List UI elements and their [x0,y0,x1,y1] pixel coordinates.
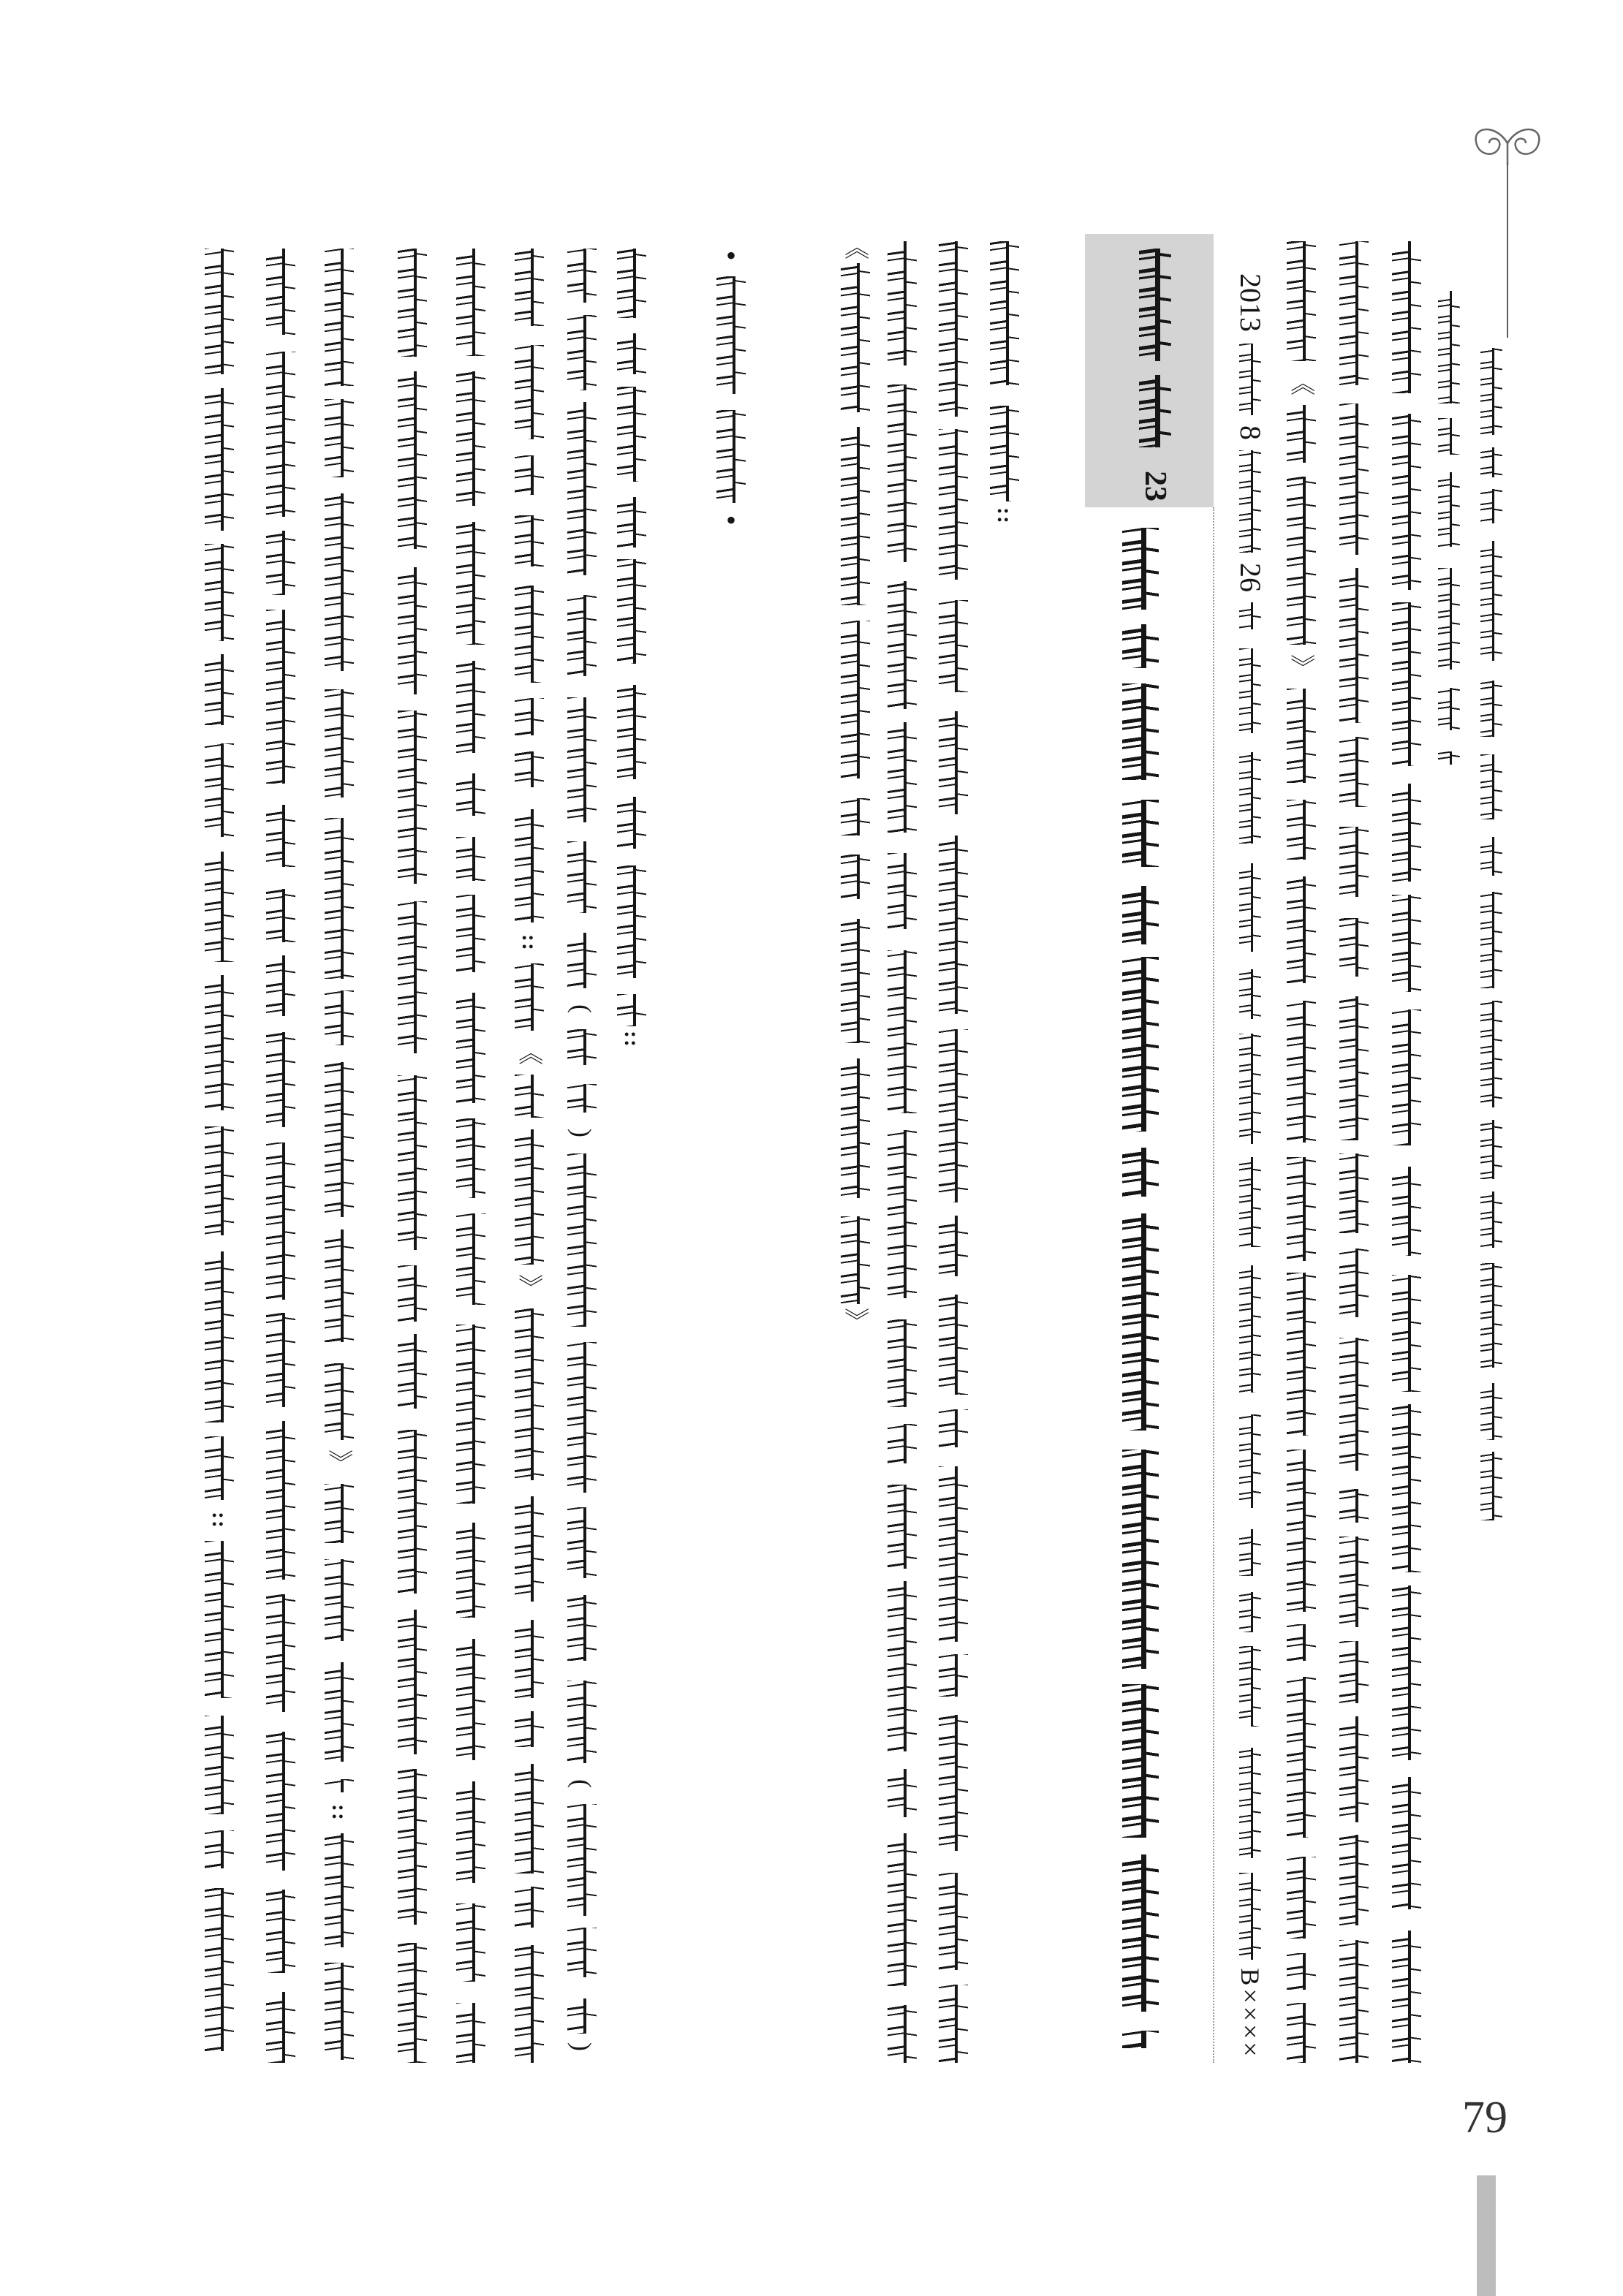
mongolian-text-segment [567,315,597,390]
mongolian-text-segment [841,919,870,1043]
mongolian-text-segment [456,249,485,356]
bullet: • [725,504,737,537]
mongolian-text-segment [1438,568,1460,670]
mongolian-text-segment [1287,1450,1316,1613]
page-number: 79 [1462,2093,1507,2142]
mongolian-text-segment [888,1485,917,1569]
full-stop-mark: :: [993,507,1017,525]
mongolian-text-segment [1480,892,1502,988]
mongolian-text-segment [1239,648,1261,734]
mongolian-text-segment [888,581,917,708]
mongolian-text-segment [1339,1641,1369,1703]
bullet: • [725,239,737,272]
mongolian-text-segment [1480,489,1502,523]
header-rule [1507,162,1508,338]
mongolian-text-segment [456,1325,485,1504]
mongolian-text-segment [205,1436,234,1500]
mongolian-text-segment [1239,752,1261,844]
mongolian-text-segment [398,1430,427,1594]
open-quote-mark: 《 [841,235,870,259]
mongolian-text-segment [567,1804,597,1916]
mongolian-text-segment [1438,751,1460,765]
mongolian-text-segment [205,1126,234,1236]
mongolian-text-segment [266,1421,295,1579]
mongolian-text-segment [841,798,870,836]
mongolian-text-segment [939,600,968,692]
mongolian-text-segment [325,990,354,1045]
mongolian-text-segment [1122,957,1159,1132]
mongolian-text-segment [515,1129,544,1265]
mongolian-text-segment [205,654,234,725]
mongolian-text-segment [716,276,746,394]
mongolian-text-segment [939,1029,968,1202]
mongolian-text-segment [1339,1716,1369,1822]
mongolian-text-segment [1339,737,1369,807]
mongolian-text-segment [1392,1585,1421,1760]
mongolian-text-segment [567,1681,597,1763]
mongolian-text-segment [515,963,544,1031]
mongolian-text-segment [888,1581,917,1751]
mongolian-text-segment [205,1251,234,1422]
mongolian-text-segment [515,1711,544,1747]
mongolian-text-segment [1339,403,1369,556]
mongolian-text-segment [1239,1157,1261,1247]
mongolian-text-segment [1287,1273,1316,1436]
mongolian-text-segment [1239,1529,1261,1576]
mongolian-text-segment [1287,876,1316,983]
mongolian-text-segment [617,559,646,664]
mongolian-text-segment [1239,1265,1261,1393]
mongolian-text-segment [617,333,646,374]
mongolian-text-segment [456,1903,485,1982]
close-paren: ) [567,1129,597,1137]
mongolian-text-segment [515,1764,544,1873]
mongolian-text-segment [1480,1191,1502,1248]
mongolian-text-segment [325,1662,354,1762]
mongolian-text-segment [398,567,427,694]
mongolian-text-segment [567,933,597,988]
mongolian-text-segment [1239,602,1261,629]
mongolian-text-segment [1122,624,1159,668]
mongolian-text-segment [1480,1120,1502,1179]
open-paren: ( [567,1779,597,1788]
mongolian-text-segment [939,1873,968,1969]
mongolian-text-segment [205,1541,234,1698]
mongolian-text-segment [325,689,354,797]
mongolian-text-segment [325,1779,354,1792]
mongolian-text-segment [1480,1001,1502,1107]
close-quote-mark: 》 [1287,654,1316,679]
mongolian-text-segment [515,751,544,787]
full-stop-mark: :: [620,1031,644,1048]
mongolian-text-segment [1392,1009,1421,1145]
mongolian-text-segment [617,249,646,318]
mongolian-text-segment [205,1888,234,2051]
mongolian-text-segment [515,1945,544,2063]
mongolian-text-segment [617,797,646,849]
mongolian-text-segment [567,1342,597,1493]
mongolian-text-segment [1392,1275,1421,1392]
full-stop-mark: :: [518,934,542,952]
date-day: 26 [1234,563,1267,592]
open-quote-mark: 《 [1287,371,1316,395]
mongolian-text-segment [515,1496,544,1602]
mongolian-text-segment [1122,528,1159,610]
mongolian-text-segment [266,1992,295,2063]
mongolian-text-segment [398,1943,427,2063]
mongolian-text-segment [1287,405,1316,463]
mongolian-text-segment [1480,681,1502,737]
mongolian-text-segment [567,595,597,676]
mongolian-text-segment [939,711,968,814]
mongolian-text-segment [1392,895,1421,992]
mongolian-text-segment [1122,886,1159,944]
mongolian-text-segment [1122,1684,1159,1837]
mongolian-text-segment [1239,969,1261,1019]
mongolian-text-segment [939,836,968,1014]
mongolian-text-segment [266,889,295,942]
mongolian-text-segment [888,1130,917,1298]
mongolian-text-segment [1339,918,1369,977]
mongolian-text-segment [617,497,646,548]
mongolian-text-segment [398,1769,427,1925]
lesson-number: 23 [1138,471,1172,501]
mongolian-text-segment [567,1928,597,1977]
mongolian-text-segment [939,1216,968,1276]
mongolian-text-segment [888,241,917,365]
mongolian-text-segment [515,249,544,326]
mongolian-text-segment [398,371,427,549]
mongolian-text-segment [456,1213,485,1305]
mongolian-text-segment [567,697,597,822]
mongolian-text-segment [939,1295,968,1395]
mongolian-text-segment [456,1118,485,1198]
mongolian-text-segment [567,1507,597,1578]
ornament-icon [1467,121,1548,165]
mongolian-text-segment [456,522,485,645]
page-edge-bar [1477,2175,1496,2296]
mongolian-text-segment [205,1716,234,1815]
mongolian-text-segment [1122,1213,1159,1431]
mongolian-text-segment [1480,754,1502,819]
mongolian-text-segment [1480,348,1502,435]
full-stop-mark: :: [208,1512,232,1529]
mongolian-text-segment [456,2003,485,2063]
dotted-divider [1213,507,1214,2063]
mongolian-text-segment [1287,1157,1316,1262]
mongolian-text-segment [1287,1953,1316,1990]
mongolian-text-segment [456,895,485,971]
mongolian-text-segment [1287,1001,1316,1143]
mongolian-text-segment [1339,568,1369,723]
mongolian-text-segment [1480,837,1502,875]
mongolian-text-segment [1339,1940,1369,2063]
mongolian-text-segment [841,1216,870,1304]
mongolian-text-segment [841,855,870,899]
mongolian-text-segment [456,371,485,506]
open-quote-mark: 《 [515,1040,544,1065]
mongolian-text-segment [567,249,597,303]
mongolian-text-segment [515,455,544,495]
mongolian-text-segment [1287,241,1316,361]
mongolian-text-segment [1287,1624,1316,1661]
document-code: B×××× [1236,1968,1265,2060]
mongolian-text-segment [567,1029,597,1065]
mongolian-text-segment [1339,996,1369,1140]
mongolian-text-segment [515,1887,544,1928]
mongolian-text-segment [841,263,870,412]
mongolian-text-segment [325,1559,354,1642]
mongolian-text-segment [567,1998,597,2034]
date-month: 8 [1234,425,1267,440]
mongolian-text-segment [1122,1854,1159,2012]
mongolian-text-segment [266,1313,295,1406]
mongolian-text-segment [1122,2031,1159,2048]
mongolian-text-segment [266,955,295,1016]
mongolian-text-segment [939,241,968,417]
mongolian-text-segment [266,249,295,335]
mongolian-text-segment [1239,1748,1261,1858]
mongolian-text-segment [325,399,354,478]
mongolian-text-segment [1239,450,1261,553]
mongolian-text-segment [456,1523,485,1618]
mongolian-text-segment [841,427,870,605]
mongolian-text-segment [1438,472,1460,547]
mongolian-text-segment [1239,344,1261,415]
mongolian-text-segment [1239,1873,1261,1960]
mongolian-text-segment [205,852,234,962]
mongolian-text-segment [1392,414,1421,589]
mongolian-text-segment [456,1781,485,1883]
mongolian-text-segment [1480,541,1502,661]
mongolian-text-segment [1287,1857,1316,1939]
close-quote-mark: 》 [325,1450,354,1474]
mongolian-text-segment [325,1230,354,1342]
mongolian-text-segment [325,1062,354,1217]
mongolian-text-segment [1480,1383,1502,1440]
mongolian-text-segment [888,384,917,562]
mongolian-text-segment [888,950,917,1113]
mongolian-text-segment [266,610,295,784]
mongolian-text-segment [888,853,917,928]
mongolian-text-segment [617,865,646,978]
mongolian-text-segment [266,352,295,518]
mongolian-text-segment [1438,418,1460,455]
mongolian-text-segment [266,1594,295,1712]
close-quote-mark: 》 [515,1274,544,1299]
mongolian-text-segment [1392,1404,1421,1572]
mongolian-text-segment [939,1715,968,1851]
mongolian-text-segment [1392,1777,1421,1909]
mongolian-text-segment [716,410,746,503]
mongolian-text-segment [567,1084,597,1113]
mongolian-text-segment [398,901,427,1053]
mongolian-text-segment [266,1732,295,1871]
mongolian-text-segment [1339,1338,1369,1471]
mongolian-text-segment [205,249,234,374]
mongolian-text-segment [1239,1034,1261,1144]
mongolian-text-segment [398,711,427,884]
close-paren: ) [567,2042,597,2051]
mongolian-text-segment [325,818,354,979]
mongolian-text-segment [888,1424,917,1463]
mongolian-text-segment [1287,477,1316,645]
mongolian-text-segment [567,1153,597,1327]
mongolian-text-segment [617,387,646,482]
mongolian-text-segment [1239,863,1261,951]
mongolian-text-segment [205,975,234,1110]
mongolian-text-segment [1480,1452,1502,1520]
mongolian-text-segment [515,1308,544,1480]
mongolian-text-segment [1239,1592,1261,1632]
mongolian-text-segment [888,1319,917,1407]
mongolian-text-segment [1339,1489,1369,1523]
mongolian-text-segment [1339,1835,1369,1925]
mongolian-text-segment [456,773,485,816]
mongolian-text-segment [1438,688,1460,730]
mongolian-text-segment [567,841,597,912]
mongolian-text-segment [888,1833,917,1986]
mongolian-text-segment [266,1890,295,1973]
mongolian-text-segment [325,1833,354,1947]
mongolian-text-segment [567,402,597,576]
mongolian-text-segment [456,837,485,882]
mongolian-text-segment [841,621,870,778]
mongolian-text-segment [888,722,917,833]
mongolian-text-segment [515,1620,544,1699]
mongolian-text-segment [515,809,544,922]
mongolian-text-segment [1392,241,1421,393]
mongolian-text-segment [1287,1677,1316,1838]
mongolian-text-segment [1287,2003,1316,2063]
mongolian-text-segment [1122,1450,1159,1669]
mongolian-text-segment [1287,800,1316,860]
mongolian-text-segment [266,531,295,594]
mongolian-text-segment [325,1484,354,1543]
mongolian-text-segment [1392,1167,1421,1256]
mongolian-text-segment [939,1466,968,1642]
mongolian-text-segment [456,1639,485,1760]
mongolian-text-segment [841,1058,870,1197]
mongolian-text-segment [888,1769,917,1816]
mongolian-text-segment [398,1334,427,1409]
mongolian-text-segment [325,493,354,672]
mongolian-text-segment [515,1075,544,1118]
mongolian-text-segment [1287,689,1316,783]
date-year: 2013 [1234,273,1267,332]
mongolian-text-segment [456,661,485,753]
mongolian-text-segment [1139,375,1171,447]
mongolian-text-segment [325,1363,354,1440]
mongolian-text-segment [617,994,646,1026]
mongolian-text-segment [888,2005,917,2063]
mongolian-text-segment [266,805,295,868]
mongolian-text-segment [1480,1263,1502,1367]
mongolian-text-segment [939,1409,968,1447]
mongolian-text-segment [398,1075,427,1250]
mongolian-text-segment [205,1830,234,1868]
mongolian-text-segment [1239,1414,1261,1508]
mongolian-text-segment [1339,1153,1369,1233]
mongolian-text-segment [1139,249,1171,361]
mongolian-text-segment [1339,1537,1369,1626]
mongolian-text-segment [205,388,234,531]
mongolian-text-segment [990,406,1019,501]
mongolian-text-segment [939,1654,968,1697]
mongolian-text-segment [205,544,234,642]
mongolian-text-segment [515,515,544,567]
mongolian-text-segment [1122,1148,1159,1197]
mongolian-text-segment [456,993,485,1102]
mongolian-text-segment [1339,827,1369,897]
mongolian-text-segment [398,1265,427,1322]
mongolian-text-segment [939,1985,968,2063]
mongolian-text-segment [1239,1646,1261,1727]
mongolian-text-segment [567,1595,597,1660]
mongolian-text-segment [617,685,646,779]
mongolian-text-segment [205,743,234,837]
mongolian-text-segment [990,241,1019,385]
mongolian-text-segment [398,1610,427,1755]
mongolian-text-segment [1339,1249,1369,1317]
mongolian-text-segment [1438,291,1460,403]
mongolian-text-segment [515,345,544,439]
mongolian-text-segment [1392,1931,1421,2063]
mongolian-text-segment [266,1032,295,1127]
mongolian-text-segment [1392,602,1421,767]
mongolian-text-segment [515,586,544,683]
mongolian-text-segment [1392,784,1421,881]
mongolian-text-segment [266,1143,295,1300]
mongolian-text-segment [1122,800,1159,866]
mongolian-text-segment [325,249,354,386]
mongolian-text-segment [939,429,968,580]
mongolian-text-segment [515,698,544,735]
open-paren: ( [567,1004,597,1013]
mongolian-text-segment [325,1963,354,2059]
mongolian-text-segment [1339,241,1369,385]
mongolian-text-segment [398,249,427,357]
close-quote-mark: 》 [841,1308,870,1333]
full-stop-mark: :: [328,1804,352,1822]
mongolian-text-segment [1480,447,1502,477]
mongolian-text-segment [1122,683,1159,779]
